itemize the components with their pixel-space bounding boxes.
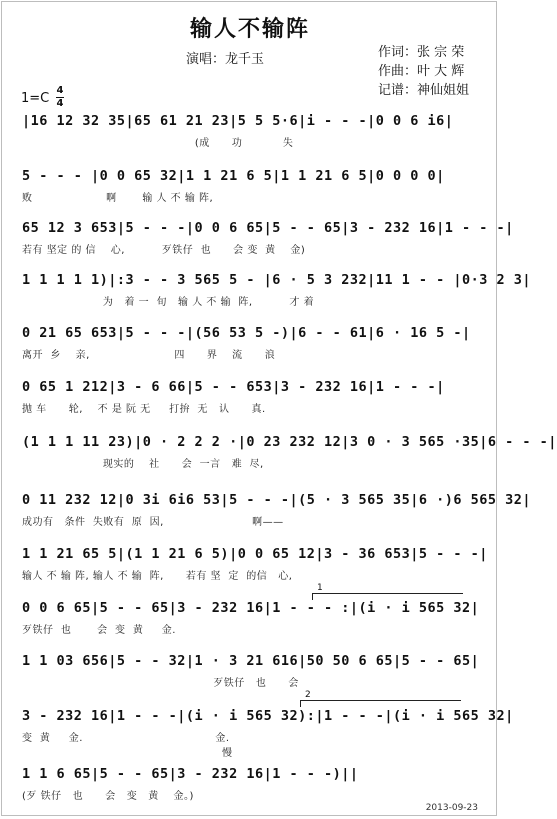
lyric-line: 败 啊 输 人 不 输 阵, <box>22 193 214 204</box>
key-signature: 1=C <box>21 91 50 106</box>
song-title: 输人不输阵 <box>189 17 310 42</box>
time-signature <box>56 86 64 109</box>
singer-credit: 演唱：龙千玉 <box>186 52 265 67</box>
lyric-line: 歹铁仔 也 会 变 黄 金. <box>22 625 176 636</box>
first-ending-bracket <box>312 583 463 600</box>
notation-line: 5 - - - |0 0 65 32|1 1 21 6 5|1 1 21 6 5|0 0 0 0| <box>22 168 445 184</box>
notation-line: 0 21 65 653|5 - - -|(56 53 5 -)|6 - - 61|6 · 16 5 -| <box>22 325 471 341</box>
notation-line: 0 65 1 212|3 - 6 66|5 - - 653|3 - 232 16|1 - - -| <box>22 379 445 395</box>
meter-bottom: 4 <box>56 98 64 109</box>
lyric-line: 变 黄 金. 金. <box>22 733 230 744</box>
score-row-13 <box>22 766 482 802</box>
lyric-line: 抛 车 轮, 不 是 阮 无 打拚 无 认 真. <box>22 404 266 415</box>
lyric-line: 离开 乡 亲, 四 界 流 浪 <box>22 350 276 361</box>
lyric-line: 现实的 社 会 一言 难 尽, <box>22 459 264 470</box>
second-ending-bracket <box>300 690 461 707</box>
score-row-11 <box>22 653 482 689</box>
score-row-10 <box>22 600 482 636</box>
score-row-4 <box>22 272 532 308</box>
lyric-line: 若有 坚定 的 信 心, 歹铁仔 也 会 变 黄 金) <box>22 245 306 256</box>
notation-line: |16 12 32 35|65 61 21 23|5 5 5·6|i - - -|0 0 6 i6| <box>22 113 454 129</box>
lyric-line: 为 着 一 旬 输 人 不 输 阵, 才 着 <box>22 297 315 308</box>
score-row-8 <box>22 492 532 528</box>
meter-top: 4 <box>56 85 64 96</box>
second-ending-label: 2 <box>305 690 311 700</box>
notation-line: 3 - 232 16|1 - - -|(i · i 565 32):|1 - - -|(i · i 565 32| <box>22 708 514 724</box>
transcription-date: 2013-09-23 <box>425 803 478 813</box>
score-row-3 <box>22 220 514 256</box>
lyric-line: (歹 铁仔 也 会 变 黄 金。) <box>22 791 194 802</box>
notation-line: 1 1 1 1 1)|:3 - - 3 565 5 - |6 · 5 3 232|11 1 - - |0·3 2 3| <box>22 272 532 288</box>
transcriber-credit: 记谱：神仙姐姐 <box>378 83 470 98</box>
score-row-5 <box>22 325 482 361</box>
composer-credit: 作曲：叶 大 辉 <box>378 64 465 79</box>
notation-line: 65 12 3 653|5 - - -|0 0 6 65|5 - - 65|3 - 232 16|1 - - -| <box>22 220 514 236</box>
notation-line: 0 11 232 12|0 3i 6i6 53|5 - - -|(5 · 3 565 35|6 ·)6 565 32| <box>22 492 532 508</box>
notation-line: 1 1 21 65 5|(1 1 21 6 5)|0 0 65 12|3 - 36 653|5 - - -| <box>22 546 488 562</box>
first-ending-label: 1 <box>317 583 323 593</box>
notation-line: 1 1 6 65|5 - - 65|3 - 232 16|1 - - -)|| <box>22 766 359 782</box>
lyricist-credit: 作词：张 宗 荣 <box>378 45 465 60</box>
notation-line: 0 0 6 65|5 - - 65|3 - 232 16|1 - - - :|(i · i 565 32| <box>22 600 480 616</box>
score-row-1 <box>22 113 482 149</box>
score-row-9 <box>22 546 488 582</box>
lyric-line: 输人 不 输 阵, 输人 不 输 阵, 若有 坚 定 的信 心, <box>22 571 293 582</box>
tempo-mark: 慢 <box>222 748 232 759</box>
score-row-7 <box>22 434 557 470</box>
score-row-2 <box>22 168 482 204</box>
lyric-line: (成 功 失 <box>22 138 294 149</box>
notation-line: 1 1 03 656|5 - - 32|1 · 3 21 616|50 50 6 65|5 - - 65| <box>22 653 480 669</box>
credits-block <box>378 43 469 100</box>
score-row-6 <box>22 379 482 415</box>
notation-line: (1 1 1 11 23)|0 · 2 2 2 ·|0 23 232 12|3 0 · 3 565 ·35|6 - - -| <box>22 434 557 450</box>
score-row-12 <box>22 708 514 744</box>
lyric-line: 歹铁仔 也 会 <box>22 678 299 689</box>
lyric-line: 成功有 条件 失败有 原 因, 啊—— <box>22 517 284 528</box>
